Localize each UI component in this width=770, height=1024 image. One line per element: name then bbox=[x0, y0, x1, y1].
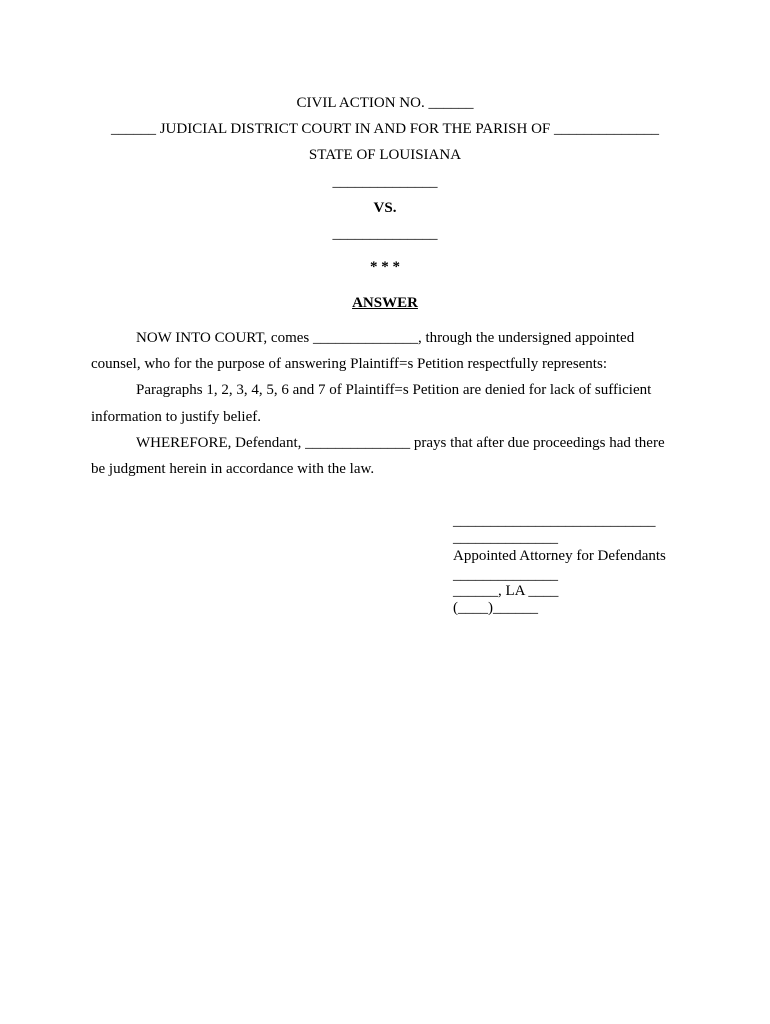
attorney-role: Appointed Attorney for Defendants bbox=[453, 548, 666, 564]
paragraph-3-line-2: be judgment herein in accordance with the law. bbox=[91, 461, 375, 477]
city-state-line: ______, LA ____ bbox=[453, 583, 559, 599]
state-heading: STATE OF LOUISIANA bbox=[308, 147, 462, 163]
court-heading: ______ JUDICIAL DISTRICT COURT IN AND FOR THE PARISH OF ______________ bbox=[110, 121, 660, 137]
civil-action-number: CIVIL ACTION NO. ______ bbox=[296, 95, 474, 111]
signature-line: ___________________________ bbox=[453, 513, 656, 529]
phone-line: (____)______ bbox=[453, 600, 538, 616]
defendant-blank: ______________ bbox=[332, 226, 438, 242]
paragraph-1-line-1: NOW INTO COURT, comes ______________, through the undersigned appointed bbox=[136, 330, 635, 346]
document-title: ANSWER bbox=[352, 295, 418, 311]
paragraph-2-line-1: Paragraphs 1, 2, 3, 4, 5, 6 and 7 of Plaintiff=s Petition are denied for lack of sufficient bbox=[136, 382, 652, 398]
versus-label: VS. bbox=[373, 200, 397, 216]
separator-asterisks: * * * bbox=[370, 259, 400, 275]
paragraph-1-line-2: counsel, who for the purpose of answering Plaintiff=s Petition respectfully represents: bbox=[91, 356, 607, 372]
paragraph-3-line-1: WHEREFORE, Defendant, ______________ prays that after due proceedings had there bbox=[136, 435, 665, 451]
plaintiff-blank: ______________ bbox=[332, 174, 438, 190]
paragraph-2-line-2: information to justify belief. bbox=[91, 409, 261, 425]
attorney-name-blank: ______________ bbox=[453, 530, 558, 546]
address-blank: ______________ bbox=[453, 567, 558, 583]
